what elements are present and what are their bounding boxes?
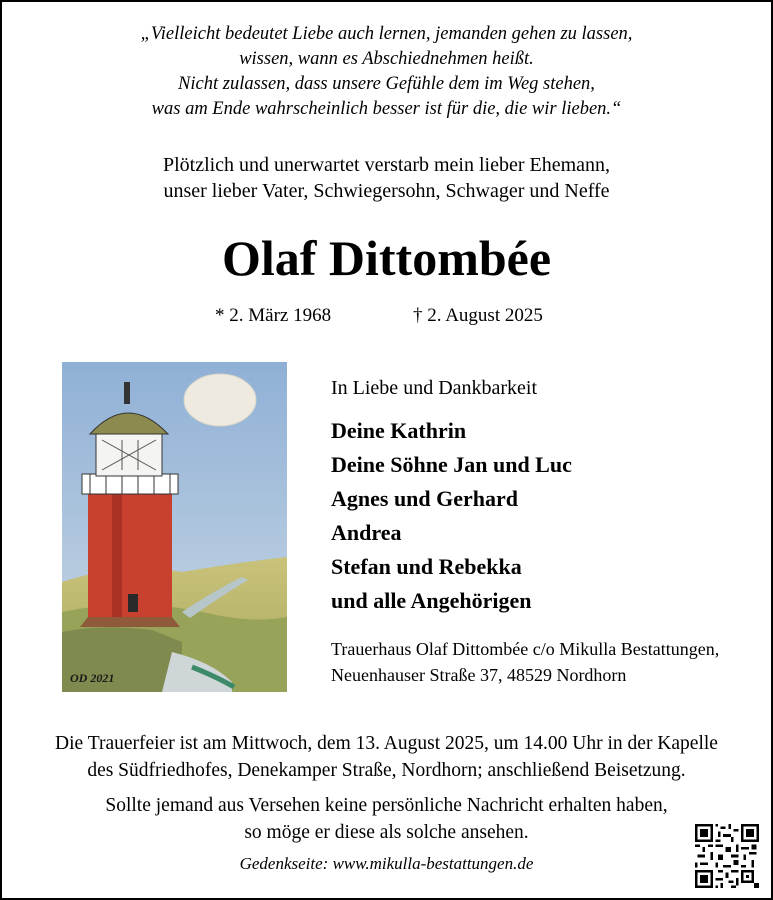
- intro-line: unser lieber Vater, Schwiegersohn, Schwager und Neffe: [163, 180, 610, 202]
- mourner-name: Andrea: [331, 520, 402, 545]
- moon: [184, 374, 256, 426]
- mourner-name: Agnes und Gerhard: [331, 486, 519, 511]
- tower-base: [80, 617, 180, 627]
- mourners-heading: In Liebe und Dankbarkeit: [331, 377, 538, 399]
- death-date: † 2. August 2025: [413, 305, 543, 326]
- quote-line: Nicht zulassen, dass unsere Gefühle dem im Weg stehen,: [178, 74, 595, 94]
- opening-quote: [0, 22, 773, 122]
- mourner-name: und alle Angehörigen: [331, 588, 532, 613]
- ceremony-line: Die Trauerfeier ist am Mittwoch, dem 13. August 2025, um 14.00 Uhr in der Kapelle: [55, 733, 718, 754]
- funeral-ceremony-info: [0, 730, 773, 784]
- mourning-house-address: [331, 636, 719, 688]
- notice-line: Sollte jemand aus Versehen keine persönliche Nachricht erhalten haben,: [105, 795, 668, 816]
- address-line: Trauerhaus Olaf Dittombée c/o Mikulla Bestattungen,: [331, 639, 720, 659]
- painting-signature: OD 2021: [70, 671, 115, 685]
- birth-date: * 2. März 1968: [215, 305, 332, 326]
- qr-code-icon: [695, 824, 759, 888]
- ceremony-line: des Südfriedhofes, Denekamper Straße, Nordhorn; anschließend Beisetzung.: [87, 760, 686, 781]
- mourner-name: Stefan und Rebekka: [331, 554, 522, 579]
- notification-notice: [0, 792, 773, 846]
- intro-text: [0, 152, 773, 204]
- qr-code[interactable]: [695, 824, 759, 888]
- intro-line: Plötzlich und unerwartet verstarb mein lieber Ehemann,: [162, 154, 611, 176]
- lighthouse-spire: [124, 382, 130, 404]
- mourner-name: Deine Kathrin: [331, 418, 467, 443]
- gallery: [82, 474, 178, 494]
- quote-line: was am Ende wahrscheinlich besser ist für die, die wir lieben.“: [151, 99, 622, 119]
- mourners-list: [331, 414, 572, 618]
- quote-line: „Vielleicht bedeutet Liebe auch lernen, jemanden gehen zu lassen,: [140, 24, 633, 44]
- deceased-name: Olaf Dittombée: [221, 230, 552, 286]
- address-line: Neuenhauser Straße 37, 48529 Nordhorn: [331, 665, 627, 685]
- quote-line: wissen, wann es Abschiednehmen heißt.: [239, 49, 534, 69]
- notice-line: so möge er diese als solche ansehen.: [244, 822, 529, 843]
- lighthouse-illustration: [62, 362, 287, 692]
- lighthouse-painting: [62, 362, 287, 692]
- memorial-page-link[interactable]: Gedenkseite: www.mikulla-bestattungen.de: [239, 854, 534, 873]
- door: [128, 594, 138, 612]
- mourner-name: Deine Söhne Jan und Luc: [331, 452, 572, 477]
